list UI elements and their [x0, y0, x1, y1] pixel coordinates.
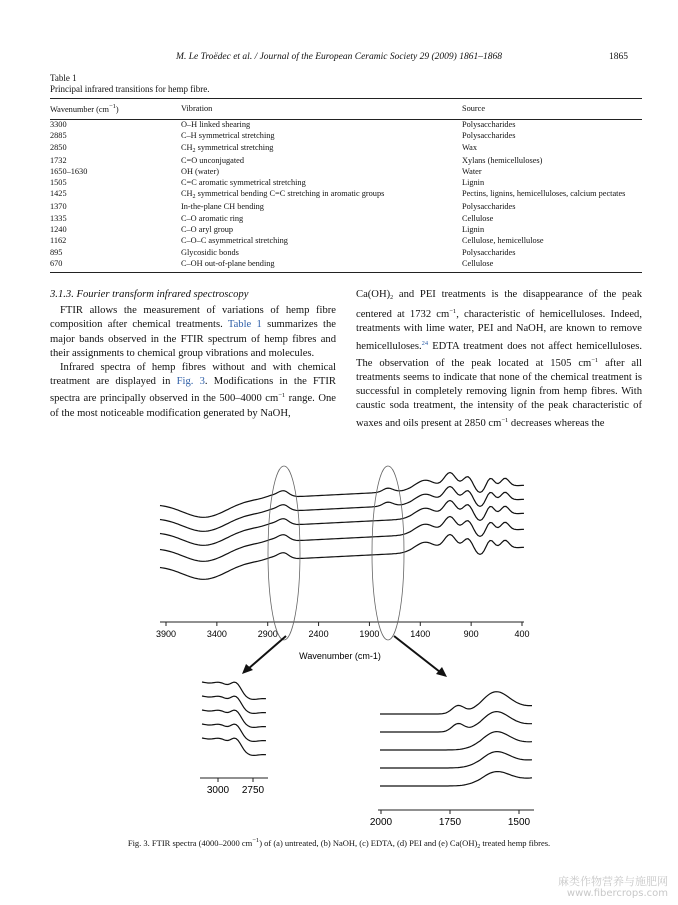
main-x-label: Wavenumber (cm-1)	[299, 651, 381, 661]
table-title: Principal infrared transitions for hemp fibre.	[50, 84, 210, 94]
table-row	[50, 120, 642, 132]
paragraph: Infrared spectra of hemp fibres without and with chemical treatment are displayed in Fig. 3. Modifications in the FTIR spectra are principally observed in the 500–4000 $cm^{-1}$ range. One of the most noticeable modification generated by NaOH,	[50, 362, 336, 419]
cell-wavenumber: 1162	[50, 236, 67, 246]
arrow-head-right	[436, 667, 447, 677]
page-number: 1865	[609, 52, 628, 62]
cell-vibration: C=O unconjugated	[181, 155, 244, 165]
body-text-left	[50, 288, 336, 421]
table-row	[50, 167, 642, 178]
cell-vibration: C–OH out-of-plane bending	[181, 259, 462, 273]
cell-vibration: In-the-plane CH bending	[181, 202, 264, 212]
table-row	[50, 225, 642, 236]
inset-right-spectra	[370, 692, 534, 828]
cell-source: Xylans (hemicelluloses)	[462, 155, 543, 165]
cell-source: Cellulose, hemicellulose	[462, 236, 544, 246]
zoom-arrow-right	[394, 636, 440, 672]
reference-24-link[interactable]: 24	[421, 339, 429, 347]
fig-3-link[interactable]: Fig. 3	[176, 376, 205, 388]
cell-wavenumber: 1335	[50, 213, 67, 223]
cell-wavenumber: 1650–1630	[50, 166, 88, 176]
cell-wavenumber: 895	[50, 247, 63, 257]
spectrum-line	[160, 535, 524, 580]
main-x-tick-label: 2400	[308, 629, 329, 639]
cell-vibration: Glycosidic bonds	[181, 247, 239, 257]
watermark-chinese: 麻类作物营养与施肥网	[558, 875, 668, 888]
cell-vibration: C–O aryl group	[181, 225, 234, 235]
spectrum-line	[160, 473, 524, 518]
cell-wavenumber: 2850	[50, 142, 67, 152]
cell-vibration: C–O aromatic ring	[181, 213, 244, 223]
table-row	[50, 248, 642, 259]
table-row	[50, 156, 642, 167]
header-wavenumber: Wavenumber $(cm^{-1})$	[50, 99, 181, 120]
inset-right-spectrum-line	[380, 712, 532, 732]
paragraph: FTIR allows the measurement of variations of hemp fibre composition after chemical treatments. Table 1 summarizes the major bands observed in the FTIR spectrum of hemp fibres and their assignments to chemical group vibrations and molecules.	[50, 305, 336, 359]
cell-wavenumber: 1505	[50, 178, 67, 188]
running-header: M. Le Troëdec et al. / Journal of the European Ceramic Society 29 (2009) 1861–1868	[176, 52, 502, 62]
cell-source: Cellulose	[462, 259, 642, 273]
cell-source: Polysaccharides	[462, 120, 516, 129]
cell-wavenumber: 3300	[50, 120, 67, 129]
cell-source: Polysaccharides	[462, 202, 516, 212]
main-x-tick-label: 400	[514, 629, 530, 639]
main-spectra	[156, 466, 530, 677]
main-x-tick-label: 1400	[410, 629, 431, 639]
cell-vibration: O–H linked shearing	[181, 120, 251, 129]
table-label: Table 1	[50, 73, 77, 83]
cell-source: Polysaccharides	[462, 131, 516, 141]
inset-left-tick-label: 2750	[241, 785, 265, 796]
cell-vibration: C–H symmetrical stretching	[181, 131, 275, 141]
main-x-tick-label: 3400	[206, 629, 227, 639]
inset-left-spectra	[200, 682, 268, 796]
body-text-right	[356, 288, 642, 431]
cell-wavenumber: 1425	[50, 189, 67, 199]
cell-source: Lignin	[462, 178, 485, 188]
section-heading: 3.1.3. Fourier transform infrared spectroscopy	[50, 289, 249, 300]
cell-source: Water	[462, 166, 482, 176]
zoom-arrow-left	[248, 636, 286, 669]
paragraph: $Ca(OH)_2$ and PEI treatments is the disappearance of the peak centered at 1732 $cm^{-1}$, characteristic of hemicelluloses. Indeed, treatments with lime water, PEI and NaOH, are known to remove hemicelluloses.$^{24}$ EDTA treatment does not affect hemicelluloses. The observation of the peak located at 1505 $cm^{-1}$ after all treatments seems to indicate that none of the chemical treatment is successful in completely removing lignin from hemp fibres. With caustic soda treatment, the intensity of the peak characteristic of waxes and oils present at 2850 $cm^{-1}$ decreases whereas the	[356, 289, 643, 429]
inset-left-spectrum-line	[202, 738, 266, 755]
cell-wavenumber: 2885	[50, 131, 67, 141]
inset-right-spectrum-line	[380, 772, 532, 786]
table-row	[50, 202, 642, 213]
main-x-tick-label: 1900	[359, 629, 380, 639]
cell-source: Cellulose	[462, 213, 494, 223]
cell-source: Polysaccharides	[462, 247, 516, 257]
figure-caption: Fig. 3. FTIR spectra (4000–2000 $cm^{-1}$) of (a) untreated, (b) NaOH, (c) EDTA, (d) PEI and (e) $Ca(OH)_2$ treated hemp fibres.	[127, 837, 551, 850]
cell-source: Pectins, lignins, hemicelluloses, calcium pectates	[462, 189, 626, 199]
infrared-transitions-table	[50, 98, 642, 273]
table-row	[50, 214, 642, 225]
inset-right-tick-label: 2000	[369, 817, 393, 828]
cell-vibration: C=C aromatic symmetrical stretching	[181, 178, 306, 188]
inset-right-tick-label: 1500	[507, 817, 531, 828]
table-row	[50, 259, 642, 273]
main-x-tick-label: 2900	[257, 629, 278, 639]
table-row	[50, 131, 642, 142]
inset-right-spectrum-line	[380, 692, 532, 714]
inset-right-spectrum-line	[380, 732, 532, 750]
table-row	[50, 189, 642, 202]
table-1-link[interactable]: Table 1	[227, 319, 262, 331]
watermark-url: www.fibercrops.com	[566, 888, 668, 899]
table-caption	[50, 73, 209, 95]
table-row	[50, 236, 642, 247]
cell-source: Lignin	[462, 225, 485, 235]
main-x-tick-label: 900	[463, 629, 479, 639]
table-header-row	[50, 99, 642, 120]
inset-right-spectrum-line	[380, 752, 532, 768]
cell-vibration: $CH_2$ symmetrical bending C=C stretching in aromatic groups	[181, 189, 385, 201]
cell-wavenumber: 670	[50, 259, 181, 273]
ftir-figure	[150, 452, 540, 830]
main-x-tick-label: 3900	[155, 629, 177, 639]
cell-source: Wax	[462, 142, 477, 152]
header-source: Source	[462, 99, 642, 120]
cell-wavenumber: 1370	[50, 202, 67, 212]
inset-left-tick-label: 3000	[206, 785, 230, 796]
cell-wavenumber: 1732	[50, 155, 67, 165]
cell-vibration: OH (water)	[181, 166, 220, 176]
spectrum-line	[160, 517, 524, 562]
table-row	[50, 178, 642, 189]
cell-wavenumber: 1240	[50, 225, 67, 235]
cell-vibration: C–O–C asymmetrical stretching	[181, 236, 288, 246]
spectrum-line	[160, 487, 524, 532]
inset-right-tick-label: 1750	[438, 817, 462, 828]
table-row	[50, 143, 642, 156]
cell-vibration: $CH_2$ symmetrical stretching	[181, 142, 274, 154]
header-vibration: Vibration	[181, 99, 462, 120]
